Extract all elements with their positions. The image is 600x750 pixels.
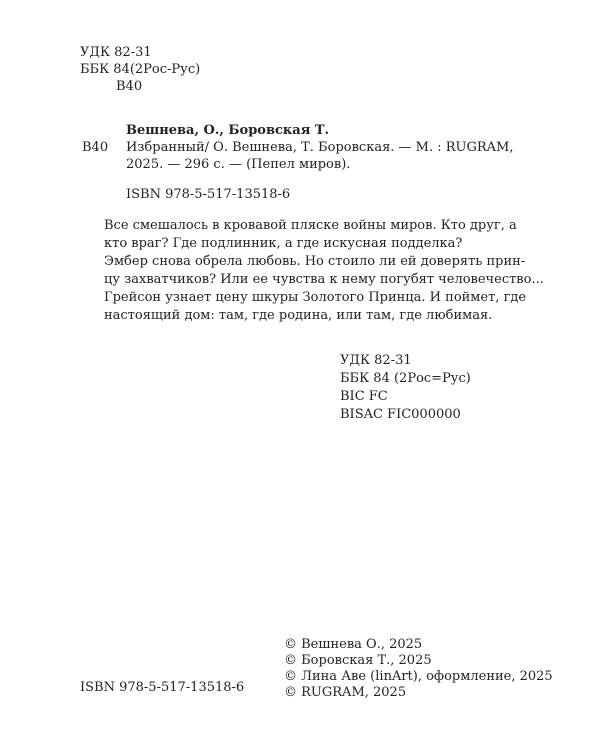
classification-bbk: ББК 84 (2Рос=Рус) xyxy=(340,371,471,386)
copyright-line: © Лина Аве (linArt), оформление, 2025 xyxy=(284,669,553,684)
classification-bisac: BISAC FIC000000 xyxy=(340,407,461,422)
classification-block xyxy=(340,352,471,424)
classification-udk: УДК 82-31 xyxy=(340,353,412,368)
bbk-code-top: ББК 84(2Рос-Рус) xyxy=(80,62,201,77)
annotation-line: Все смешалось в кровавой пляске войны миров. Кто друг, а xyxy=(104,218,517,233)
record-description-line2: 2025. — 296 с. — (Пепел миров). xyxy=(126,157,351,172)
copyright-line: © Вешнева О., 2025 xyxy=(284,637,423,652)
annotation-line: кто враг? Где подлинник, а где искусная подделка? xyxy=(104,236,463,251)
isbn-bottom: ISBN 978-5-517-13518-6 xyxy=(80,680,245,695)
udk-code-top: УДК 82-31 xyxy=(80,45,152,60)
record-description-line1: Избранный/ О. Вешнева, Т. Боровская. — М. : RUGRAM, xyxy=(126,140,514,155)
record-authors: Вешнева, О., Боровская Т. xyxy=(126,123,330,138)
isbn-top: ISBN 978-5-517-13518-6 xyxy=(126,187,291,202)
record-author-mark: В40 xyxy=(82,140,109,155)
annotation-line: Грейсон узнает цену шкуры Золотого Принца. И поймет, где xyxy=(104,290,527,305)
copyright-line: © Боровская Т., 2025 xyxy=(284,653,432,668)
copyright-block xyxy=(284,637,553,701)
classification-bic: BIC FC xyxy=(340,389,388,404)
annotation-line: настоящий дом: там, где родина, или там, где любимая. xyxy=(104,308,493,323)
annotation xyxy=(104,217,544,325)
author-mark-top: В40 xyxy=(116,79,143,94)
annotation-line: цу захватчиков? Или ее чувства к нему погубят человечество... xyxy=(104,272,544,287)
annotation-line: Эмбер снова обрела любовь. Но стоило ли ей доверять прин- xyxy=(104,254,526,269)
copyright-line: © RUGRAM, 2025 xyxy=(284,685,407,700)
